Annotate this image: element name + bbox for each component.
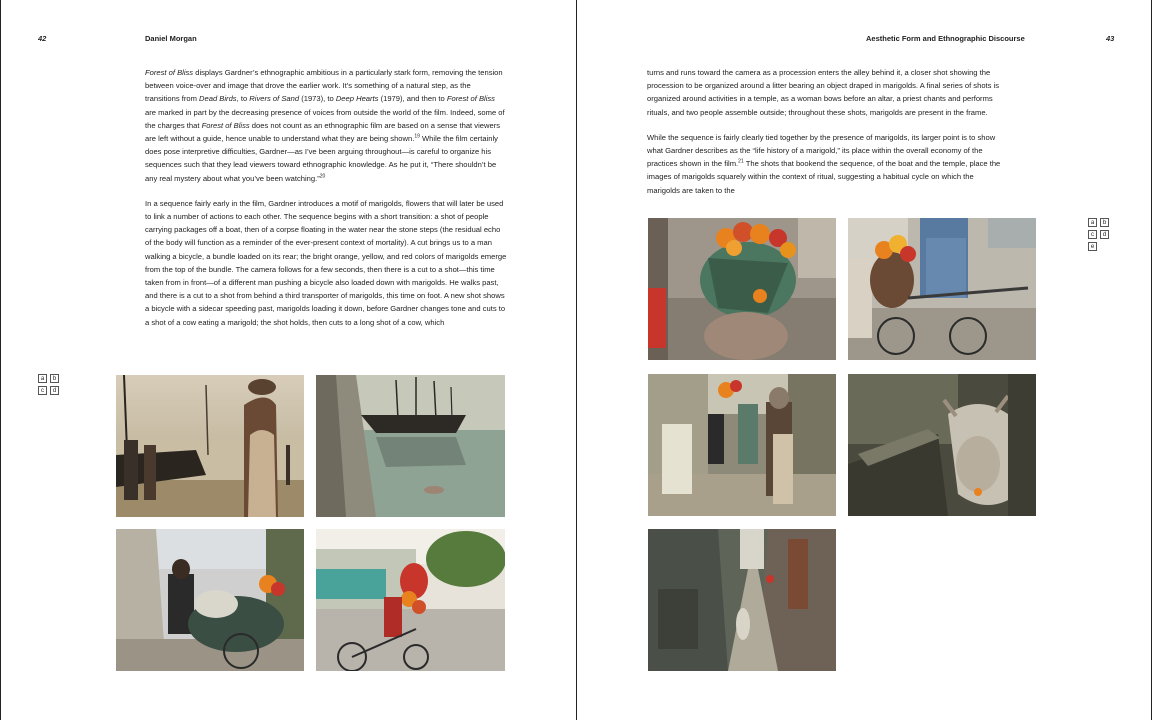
photo-a-porter-marigold-bundle [648,218,836,360]
photo-b-cyclist-marigolds [848,218,1036,360]
left-paragraph-2: In a sequence fairly early in the film, Gardner introduces a motif of marigolds, flowers that will later be used to link a number of actions to each other. The sequence begins with a short transition: a shot of people carrying packages off a boat, then of a corpse floating in the water near the stone steps (the residual echo of the body will function as a reminder of the ever-present context of mortality). A cut brings us to a man walking a bicycle, a bundle loaded on its rear; the bright orange, yellow, and red colors of marigolds emerge from the top of the bundle. The camera follows for a few seconds, then there is a cut to a shot—this time taken from in front—of a different man pushing a bicycle also loaded down with marigolds. He walks past, and there is a cut to a shot from behind a third transporter of marigolds, this time on foot. A new shot shows a bicycle with a sidecar speeding past, marigolds loading it down, before Gardner changes tone and cuts to a shot of a cow eating a marigold; the shot holds, then cuts to a long shot of a cow, which [145,198,507,327]
figure-key-right [1088,218,1109,251]
figure-key-left-cell-c: c [38,386,47,395]
figure-key-right-cell-b: b [1100,218,1109,227]
right-text-column [647,66,1007,209]
right-paragraph-1: turns and runs toward the camera as a procession enters the alley behind it, a closer shot showing the procession to be organized around a litter bearing an object draped in marigolds. A final series of shots is organized around activities in a temple, as a woman bows before an altar, a priest chants and performs rituals, and two people assemble outside; throughout these shots, marigolds are present in the frame. [647,68,1000,117]
photo-d-cow-eating-marigold [848,374,1036,516]
photo-b-corpse-in-river [316,375,505,517]
photo-d-marigold-cart [316,529,505,671]
figure-key-left-cell-b: b [50,374,59,383]
figure-key-right-cell-d: d [1100,230,1109,239]
running-head-left: Daniel Morgan [145,34,197,43]
photo-e-cow-in-lane [648,529,836,671]
page-number-left: 42 [38,34,47,43]
photo-a-boat-unloading [116,375,304,517]
running-head-right: Aesthetic Form and Ethnographic Discourse [866,34,1025,43]
page-number-right: 43 [1106,34,1115,43]
figure-key-right-cell-a: a [1088,218,1097,227]
figure-key-right-cell-c: c [1088,230,1097,239]
figure-key-left-cell-d: d [50,386,59,395]
figure-key-right-cell-e: e [1088,242,1097,251]
left-paragraph-1: Forest of Bliss displays Gardner’s ethnographic ambitious in a particularly stark form, removing the tension between voice-over and image that drove the earlier work. It’s something of a natural step, as the transitions from Dead Birds, to Rivers of Sand (1973), to Deep Hearts (1979), and then to Forest of Bliss are marked in part by the decreasing presence of voices from outside the world of the film. Indeed, some of the charges that Forest of Bliss does not count as an ethnographic film are based on a sense that viewers are left without a guide, hence unable to understand what they are being shown.$^{19}$ While the film certainly does pose interpretive difficulties, Gardner—as I’ve been arguing throughout—is careful to organize his sequences such that they lead viewers toward ethnographic knowledge. As he put it, “There shouldn’t be any real mystery about what you’ve been watching.”$^{20}$ [145,68,505,183]
photo-c-man-with-bicycle [116,529,304,671]
photo-c-crowded-alley [648,374,836,516]
figure-key-left [38,374,59,395]
right-paragraph-2: While the sequence is fairly clearly tied together by the presence of marigolds, its larger point is to show what Gardner describes as the “life history of a marigold,” its place within the overall economy of the practices shown in the film.$^{21}$ The shots that bookend the sequence, of the boat and the temple, place the images of marigolds squarely within the context of ritual, suggesting a habitual cycle on which the marigolds are taken to the [647,132,1001,195]
page-edge-left [0,0,1,720]
figure-key-left-cell-a: a [38,374,47,383]
page-gutter [576,0,577,720]
left-text-column [145,66,507,341]
